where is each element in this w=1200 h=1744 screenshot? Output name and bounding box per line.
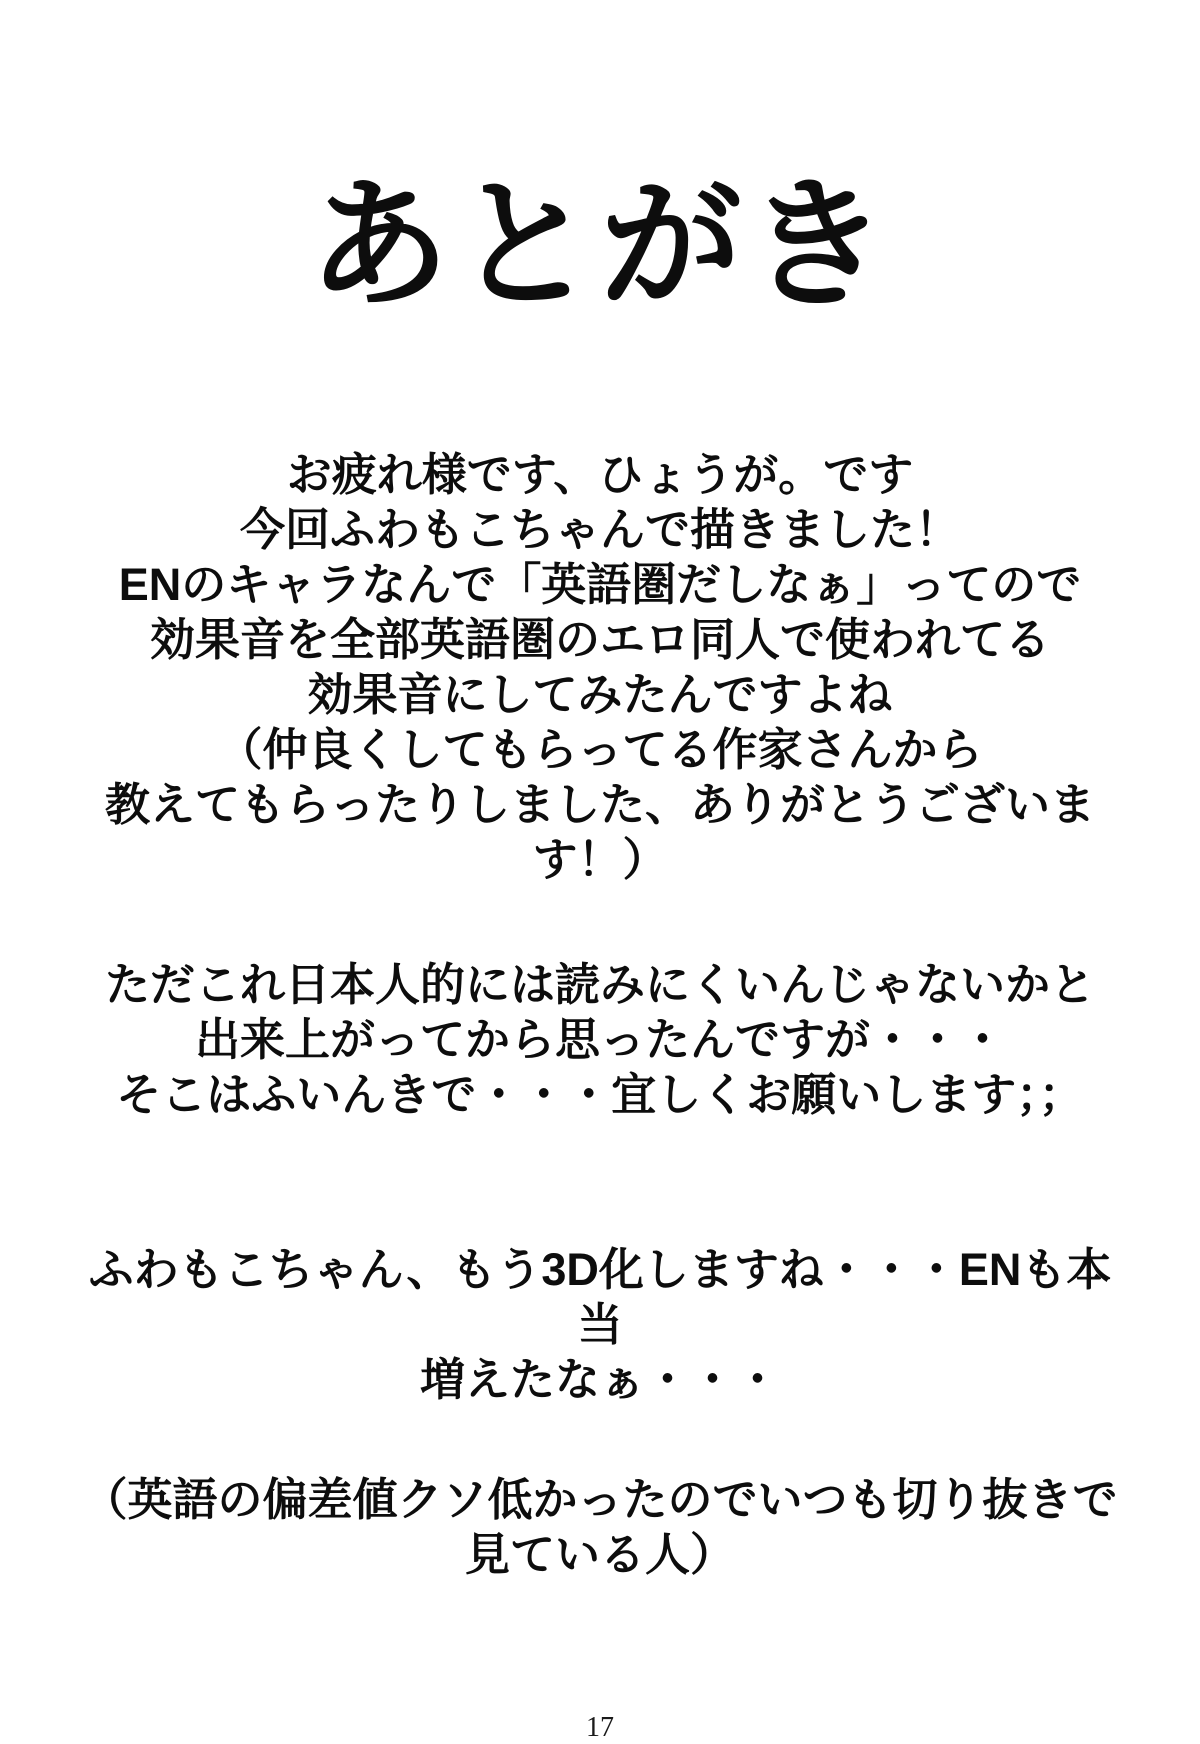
text-line: そこはふいんきで・・・宜しくお願いします；； bbox=[116, 1069, 1084, 1120]
text-line: 増えたなぁ・・・ bbox=[419, 1354, 780, 1405]
paragraph-parenthetical bbox=[70, 1472, 1130, 1582]
page-number: 17 bbox=[586, 1712, 614, 1743]
paragraph-3d-comment bbox=[70, 1242, 1130, 1407]
text-line: 効果音にしてみたんですよね bbox=[307, 669, 893, 720]
text-line: 今回ふわもこちゃんで描きました！ bbox=[239, 504, 960, 555]
text-line: 効果音を全部英語圏のエロ同人で使われてる bbox=[149, 614, 1050, 665]
text-line: （英語の偏差値クソ低かったのでいつも切り抜きで bbox=[82, 1474, 1118, 1525]
text-line: ENのキャラなんで「英語圏だしなぁ」ってので bbox=[118, 559, 1082, 610]
paragraph-readability-note bbox=[70, 957, 1130, 1122]
text-line: ふわもこちゃん、もう3D化しますね・・・ENも本当 bbox=[88, 1244, 1112, 1350]
page-title: あとがき bbox=[308, 166, 892, 325]
text-line: 出来上がってから思ったんですが・・・ bbox=[194, 1014, 1005, 1065]
text-line: （仲良くしてもらってる作家さんから bbox=[217, 724, 983, 775]
text-line: お疲れ様です、ひょうが。です bbox=[286, 449, 914, 500]
text-line: 見ている人） bbox=[464, 1529, 735, 1580]
text-line: ただこれ日本人的には読みにくいんじゃないかと bbox=[104, 959, 1095, 1010]
text-line: 教えてもらったりしました、ありがとうございます！） bbox=[104, 779, 1095, 885]
paragraph-greeting bbox=[70, 447, 1130, 887]
